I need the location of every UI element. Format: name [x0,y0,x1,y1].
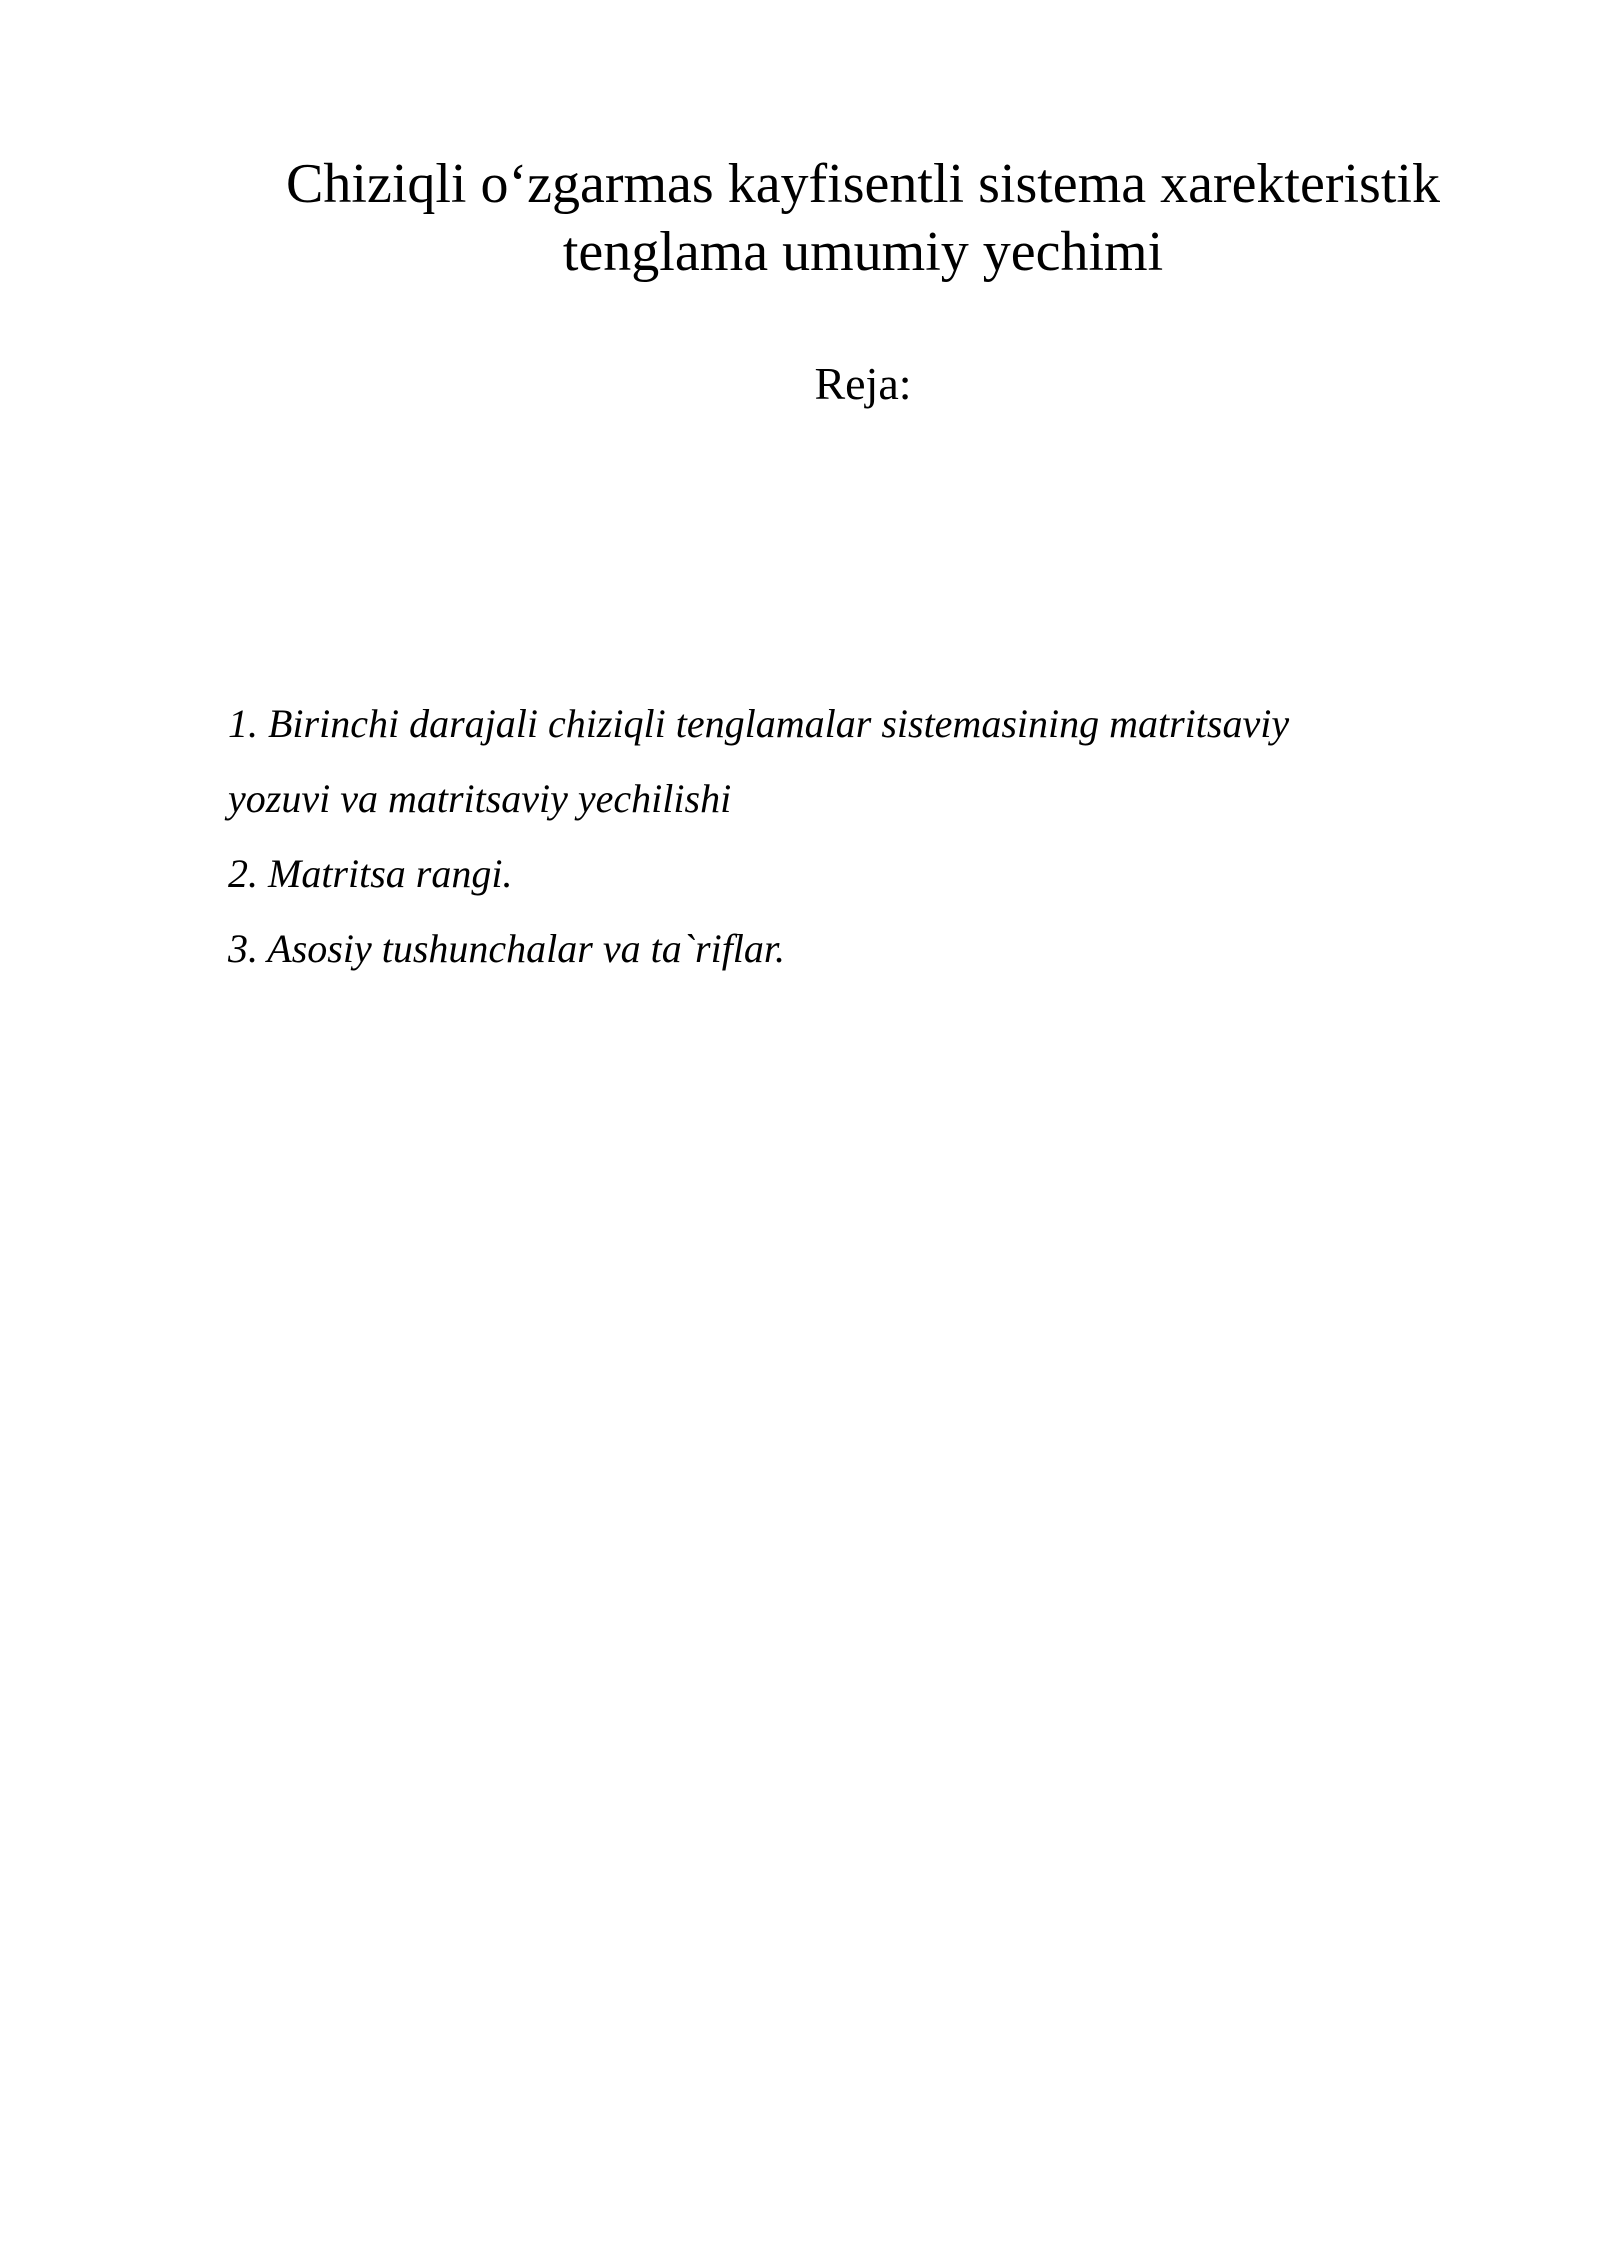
plan-item-1-line-2: yozuvi va matritsaviy yechilishi [228,776,732,821]
document-title [228,150,1498,286]
plan-item-3: 3. Asosiy tushunchalar va ta`riflar. [228,926,786,971]
plan-item-2: 2. Matritsa rangi. [228,851,513,896]
title-line-1: Chiziqli o‘zgarmas kayfisentli sistema xarekteristik [286,153,1440,215]
plan-heading: Reja: [814,358,912,409]
plan-list [228,686,1468,986]
plan-item-1-line-1: 1. Birinchi darajali chiziqli tenglamalar sistemasining matritsaviy [228,701,1290,746]
plan-item-1 [228,686,1468,836]
title-line-2: tenglama umumiy yechimi [562,221,1164,283]
